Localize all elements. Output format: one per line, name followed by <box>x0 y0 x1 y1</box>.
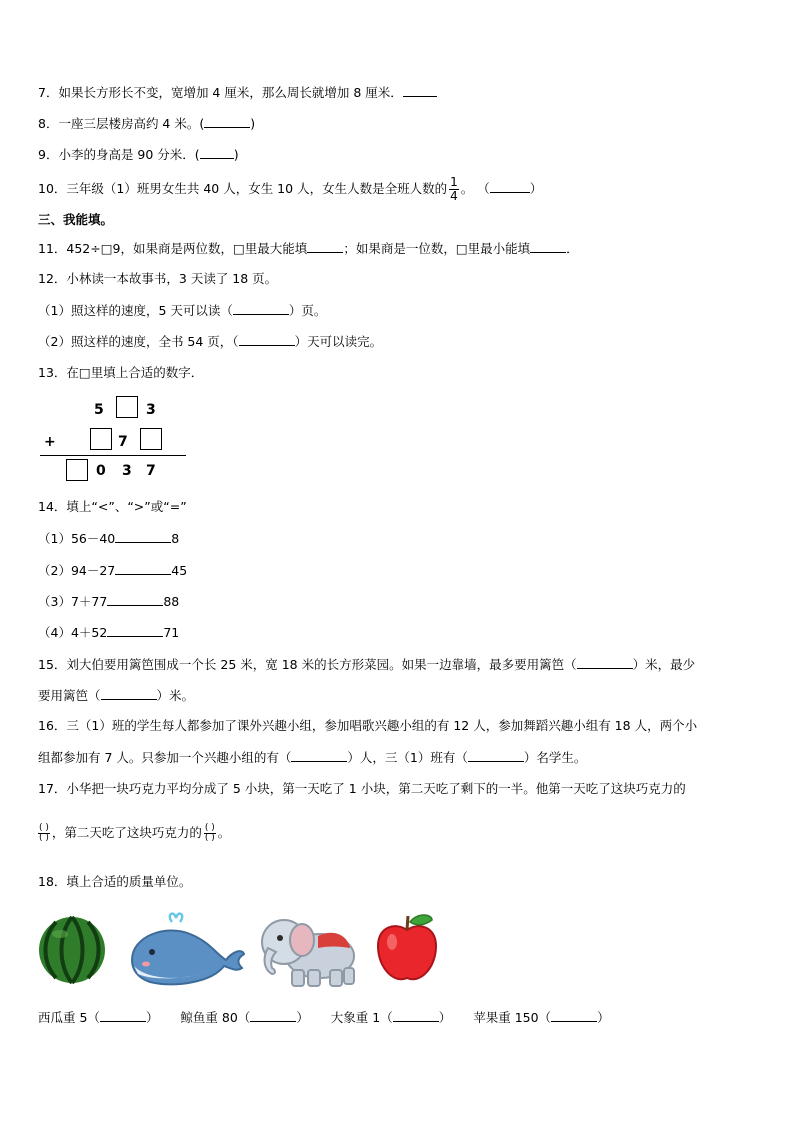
vertical-addition <box>40 396 190 482</box>
answer-blank-14-1[interactable] <box>115 530 171 543</box>
question-15-cont: 要用篱笆（ ）米。 <box>38 688 195 703</box>
question-18: 18．填上合适的质量单位。 <box>38 874 192 889</box>
question-7 <box>38 84 437 101</box>
answer-blank-apple[interactable] <box>551 1009 597 1022</box>
answer-blank-8[interactable] <box>204 115 250 128</box>
question-16: 16．三（1）班的学生每人都参加了课外兴趣小组，参加唱歌兴趣小组的有 12 人，参加舞蹈兴趣小组有 18 人，两个小 <box>38 718 698 733</box>
digit: 0 <box>96 463 106 479</box>
question-17: 17．小华把一块巧克力平均分成了 5 小块，第一天吃了 1 小块，第二天吃了剩下的一半。他第一天吃了这块巧克力的 <box>38 781 686 796</box>
plus-sign: + <box>44 434 56 450</box>
answer-blank-11a[interactable] <box>307 240 343 253</box>
answer-blank-whale[interactable] <box>250 1009 296 1022</box>
question-12: 12．小林读一本故事书，3 天读了 18 页。 <box>38 271 278 286</box>
answer-blank-16a[interactable] <box>291 749 347 762</box>
question-14-1: （1）56－40 8 <box>38 531 180 546</box>
question-14-4: （4）4＋52 71 <box>38 625 180 640</box>
elephant-icon <box>258 908 364 992</box>
answer-blank-12-1[interactable] <box>233 302 289 315</box>
question-17-cont: $\frac{( )}{( )}$ ，第二天吃了这块巧克力的 $\frac{( )}{( )}$ 。 <box>39 823 231 843</box>
digit-box[interactable] <box>90 428 112 450</box>
question-16-cont: 组都参加有 7 人。只参加一个兴趣小组的有（ ）人，三（1）班有（ ）名学生。 <box>38 750 587 765</box>
answer-blank-14-3[interactable] <box>107 593 163 606</box>
apple-icon <box>374 910 440 986</box>
answer-blank-9[interactable] <box>200 146 234 159</box>
question-14-2: （2）94－27 45 <box>38 563 188 578</box>
answer-blank-15a[interactable] <box>577 656 633 669</box>
whale-icon <box>126 908 246 990</box>
digit: 7 <box>118 434 128 450</box>
digit: 5 <box>94 402 104 418</box>
fraction-blank-17a[interactable]: $\frac{( )}{( )}$ <box>39 823 49 843</box>
question-12-2: （2）照这样的速度，全书 54 页，（ ）天可以读完。 <box>38 334 383 349</box>
section-title-3: 三、我能填。 <box>38 212 114 227</box>
digit-box[interactable] <box>66 459 88 481</box>
fraction-blank-17b[interactable]: $\frac{( )}{( )}$ <box>204 823 215 843</box>
answer-blank-14-2[interactable] <box>115 562 171 575</box>
question-10: 10．三年级（1）班男女生共 40 人，女生 10 人，女生人数是全班人数的 $\frac{1}{4}$ 。 （ ） <box>38 175 543 203</box>
digit: 3 <box>122 463 132 479</box>
answer-blank-elephant[interactable] <box>393 1009 439 1022</box>
digit: 7 <box>146 463 156 479</box>
question-12-1: （1）照这样的速度，5 天可以读（ ）页。 <box>38 303 327 318</box>
answer-blank-16b[interactable] <box>468 749 524 762</box>
question-8: 8．一座三层楼房高约 4 米。( ) <box>38 116 256 131</box>
watermelon-icon <box>36 914 108 986</box>
question-9-text: 9．小李的身高是 90 分米．( <box>38 147 200 162</box>
question-7-text: 7．如果长方形长不变，宽增加 4 厘米，那么周长就增加 8 厘米． <box>38 85 403 100</box>
sum-line <box>40 455 186 456</box>
answer-blank-7[interactable] <box>403 84 437 97</box>
question-13: 13．在□里填上合适的数字． <box>38 365 204 380</box>
question-14: 14．填上“<”、“>”或“=” <box>38 499 187 514</box>
answer-blank-watermelon[interactable] <box>100 1009 146 1022</box>
answer-blank-15b[interactable] <box>101 687 157 700</box>
answer-blank-12-2[interactable] <box>239 333 295 346</box>
answer-blank-10[interactable] <box>490 180 530 193</box>
answer-blank-11b[interactable] <box>530 240 566 253</box>
question-14-3: （3）7＋77 88 <box>38 594 180 609</box>
question-10-text: 10．三年级（1）班男女生共 40 人，女生 10 人，女生人数是全班人数的 <box>38 181 448 196</box>
question-15: 15．刘大伯要用篱笆围成一个长 25 米，宽 18 米的长方形菜园。如果一边靠墙，最多要用篱笆（ ）米，最少 <box>38 657 696 672</box>
digit-box[interactable] <box>140 428 162 450</box>
digit: 3 <box>146 402 156 418</box>
digit-box[interactable] <box>116 396 138 418</box>
question-11: 11．452÷□9，如果商是两位数，□里最大能填 ；如果商是一位数，□里最小能填 ． <box>38 241 579 256</box>
question-8-text: 8．一座三层楼房高约 4 米。( <box>38 116 205 131</box>
question-18-answers: 西瓜重 5（ ） 鲸鱼重 80（ ） 大象重 1（ ） 苹果重 150（ ） <box>38 1010 610 1025</box>
question-9: 9．小李的身高是 90 分米．( ) <box>38 147 239 162</box>
fraction-one-quarter: $\frac{1}{4}$ <box>450 175 458 203</box>
answer-blank-14-4[interactable] <box>107 624 163 637</box>
